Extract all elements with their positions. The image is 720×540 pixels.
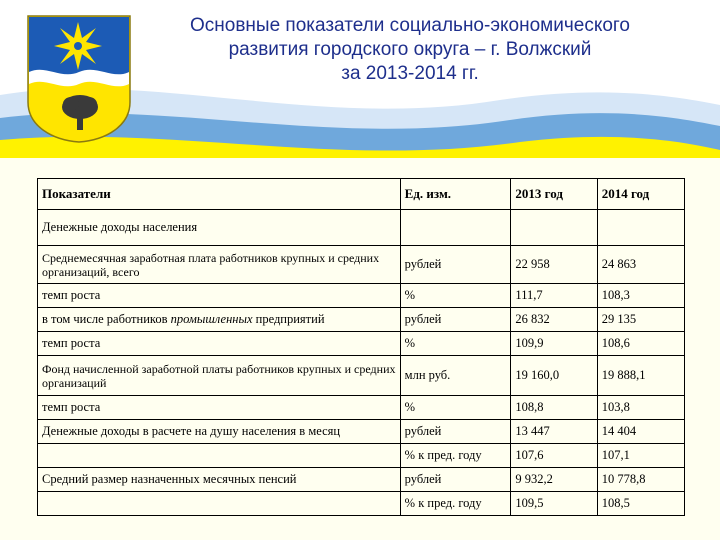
row-indicator: Денежные доходы в расчете на душу населения в месяц	[38, 420, 401, 444]
row-indicator-post: предприятий	[252, 312, 325, 326]
row-2013: 9 932,2	[511, 468, 597, 492]
row-unit: рублей	[400, 420, 511, 444]
table-row	[38, 308, 685, 332]
row-2014: 10 778,8	[597, 468, 684, 492]
row-indicator	[38, 444, 401, 468]
row-unit: % к пред. году	[400, 492, 511, 516]
row-indicator: Средний размер назначенных месячных пенсий	[38, 468, 401, 492]
table-cell	[400, 210, 511, 246]
table-cell	[511, 210, 597, 246]
city-coat-of-arms	[26, 14, 132, 144]
table-row	[38, 396, 685, 420]
table-row	[38, 468, 685, 492]
row-unit: %	[400, 396, 511, 420]
header-2013: 2013 год	[511, 179, 597, 210]
row-2014: 103,8	[597, 396, 684, 420]
row-indicator: темп роста	[38, 332, 401, 356]
row-2013: 22 958	[511, 246, 597, 284]
section-row	[38, 210, 685, 246]
row-indicator: Среднемесячная заработная плата работников крупных и средних организаций, всего	[38, 246, 401, 284]
row-2014: 107,1	[597, 444, 684, 468]
title-line-2: развития городского округа – г. Волжский	[228, 39, 592, 60]
row-indicator: Фонд начисленной заработной платы работников крупных и средних организаций	[38, 356, 401, 396]
table-row	[38, 420, 685, 444]
row-2013: 107,6	[511, 444, 597, 468]
header-indicator: Показатели	[38, 179, 401, 210]
title-line-3: за 2013-2014 гг.	[341, 63, 479, 84]
row-2014: 29 135	[597, 308, 684, 332]
row-unit: млн руб.	[400, 356, 511, 396]
indicators-table	[37, 178, 685, 516]
row-indicator	[38, 308, 401, 332]
row-2014: 108,5	[597, 492, 684, 516]
row-indicator-pre: в том числе работников	[42, 312, 171, 326]
row-2014: 108,6	[597, 332, 684, 356]
row-unit: %	[400, 284, 511, 308]
title-line-1: Основные показатели социально-экономического	[189, 15, 630, 36]
row-indicator: темп роста	[38, 396, 401, 420]
row-2014: 19 888,1	[597, 356, 684, 396]
row-unit: рублей	[400, 246, 511, 284]
section-label: Денежные доходы населения	[38, 210, 401, 246]
table-row	[38, 492, 685, 516]
row-2013: 109,9	[511, 332, 597, 356]
row-unit: рублей	[400, 308, 511, 332]
row-2014: 108,3	[597, 284, 684, 308]
table-cell	[597, 210, 684, 246]
row-indicator: темп роста	[38, 284, 401, 308]
header-unit: Ед. изм.	[400, 179, 511, 210]
page-title	[160, 14, 660, 86]
row-2013: 26 832	[511, 308, 597, 332]
header-2014: 2014 год	[597, 179, 684, 210]
row-2013: 109,5	[511, 492, 597, 516]
row-indicator	[38, 492, 401, 516]
row-unit: % к пред. году	[400, 444, 511, 468]
table-row	[38, 356, 685, 396]
row-2013: 108,8	[511, 396, 597, 420]
table-row	[38, 246, 685, 284]
row-2014: 24 863	[597, 246, 684, 284]
row-unit: рублей	[400, 468, 511, 492]
row-2013: 111,7	[511, 284, 597, 308]
row-2014: 14 404	[597, 420, 684, 444]
row-2013: 19 160,0	[511, 356, 597, 396]
table-row	[38, 332, 685, 356]
table-header-row	[38, 179, 685, 210]
row-unit: %	[400, 332, 511, 356]
row-indicator-emphasis: промышленных	[170, 312, 253, 326]
table-row	[38, 444, 685, 468]
table-row	[38, 284, 685, 308]
row-2013: 13 447	[511, 420, 597, 444]
